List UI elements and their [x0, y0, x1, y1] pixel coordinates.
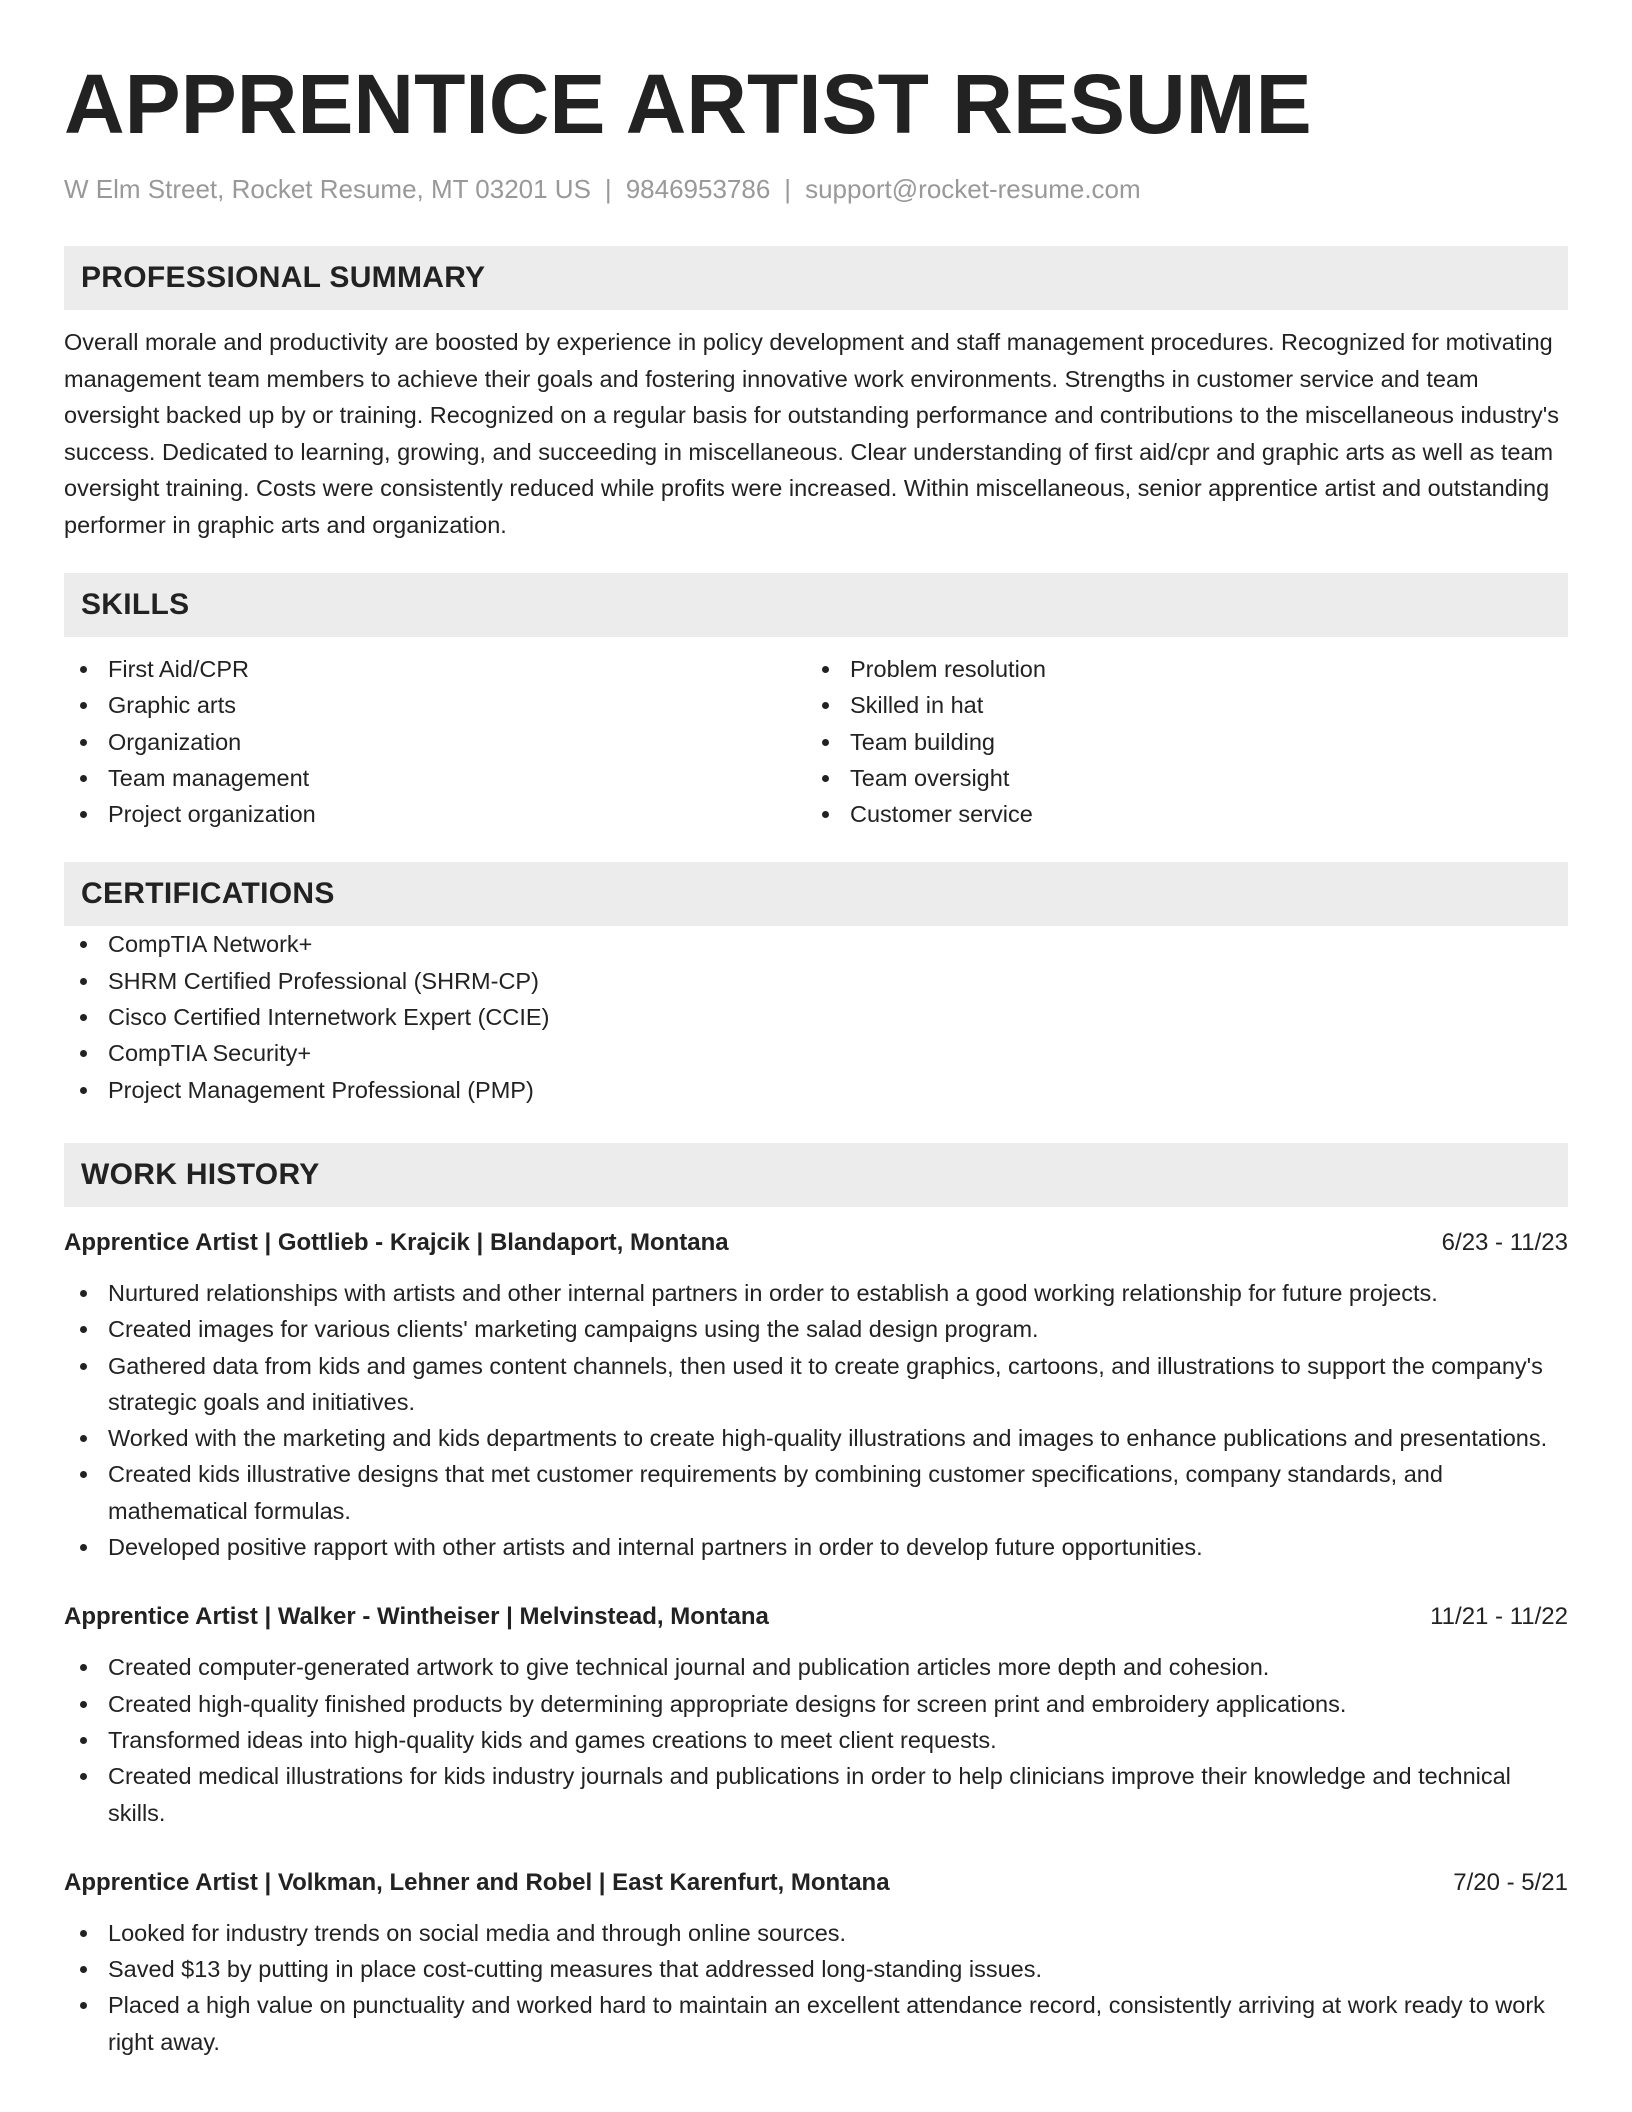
certification-item: Project Management Professional (PMP) [64, 1072, 1568, 1108]
job-bullet: Placed a high value on punctuality and worked hard to maintain an excellent attendance record, consistently arriving at work ready to work right away. [64, 1987, 1568, 2060]
skill-item: Team building [806, 724, 1548, 760]
job-title: Apprentice Artist | Gottlieb - Krajcik | Blandaport, Montana [64, 1228, 729, 1256]
skill-item: Organization [64, 724, 806, 760]
job-bullets [64, 1649, 1568, 1830]
work-history-heading: WORK HISTORY [64, 1143, 1568, 1207]
job-bullet: Developed positive rapport with other artists and internal partners in order to develop future opportunities. [64, 1529, 1568, 1565]
job-bullet: Worked with the marketing and kids departments to create high-quality illustrations and images to enhance publications and presentations. [64, 1420, 1568, 1456]
contact-separator: | [784, 174, 792, 204]
job-entry [64, 1225, 1568, 1565]
skill-item: Problem resolution [806, 651, 1548, 687]
job-title: Apprentice Artist | Volkman, Lehner and Robel | East Karenfurt, Montana [64, 1868, 890, 1896]
skills-list-left [64, 651, 806, 832]
job-dates: 7/20 - 5/21 [1453, 1868, 1568, 1896]
job-bullet: Created computer-generated artwork to give technical journal and publication articles more depth and cohesion. [64, 1649, 1568, 1685]
skills-column-left [64, 651, 806, 832]
contact-line [64, 172, 1568, 206]
skill-item: Skilled in hat [806, 687, 1548, 723]
skill-item: Customer service [806, 796, 1548, 832]
job-bullets [64, 1915, 1568, 2060]
contact-phone: 9846953786 [625, 174, 771, 204]
job-bullets [64, 1275, 1568, 1565]
contact-separator: | [604, 174, 612, 204]
certification-item: CompTIA Network+ [64, 926, 1568, 962]
resume-title: APPRENTICE ARTIST RESUME [64, 57, 1312, 151]
skill-item: Team management [64, 760, 806, 796]
skills-column-right [806, 651, 1548, 832]
job-header [64, 1865, 1568, 1901]
skills-grid [64, 651, 1568, 832]
summary-text: Overall morale and productivity are boosted by experience in policy development and staff management procedures. Recognized for motivating management team members to achieve their goals and fostering innovative work environments. Strengths in customer service and team oversight backed up by or training. Recognized on a regular basis for outstanding performance and contributions to the miscellaneous industry's success. Dedicated to learning, growing, and succeeding in miscellaneous. Clear understanding of first aid/cpr and graphic arts as well as team oversight training. Costs were consistently reduced while profits were increased. Within miscellaneous, senior apprentice artist and outstanding performer in graphic arts and organization. [64, 329, 1559, 538]
job-header [64, 1599, 1568, 1635]
job-header [64, 1225, 1568, 1261]
job-dates: 6/23 - 11/23 [1441, 1228, 1568, 1256]
skills-heading: SKILLS [64, 573, 1568, 637]
certification-item: Cisco Certified Internetwork Expert (CCIE) [64, 999, 1568, 1035]
certifications-list [64, 926, 1568, 1107]
certification-item: SHRM Certified Professional (SHRM-CP) [64, 963, 1568, 999]
skill-item: Team oversight [806, 760, 1548, 796]
contact-email: support@rocket-resume.com [805, 174, 1141, 204]
job-bullet: Gathered data from kids and games content channels, then used it to create graphics, cartoons, and illustrations to support the company's strategic goals and initiatives. [64, 1348, 1568, 1421]
job-dates: 11/21 - 11/22 [1430, 1603, 1568, 1631]
contact-address: W Elm Street, Rocket Resume, MT 03201 US [64, 174, 591, 204]
job-bullet: Created kids illustrative designs that met customer requirements by combining customer specifications, company standards, and mathematical formulas. [64, 1456, 1568, 1529]
skills-list-right [806, 651, 1548, 832]
job-entry [64, 1865, 1568, 2060]
job-title: Apprentice Artist | Walker - Wintheiser | Melvinstead, Montana [64, 1603, 769, 1631]
certifications-heading: CERTIFICATIONS [64, 862, 1568, 926]
job-bullet: Saved $13 by putting in place cost-cutting measures that addressed long-standing issues. [64, 1951, 1568, 1987]
job-bullet: Created medical illustrations for kids industry journals and publications in order to help clinicians improve their knowledge and technical skills. [64, 1758, 1568, 1831]
skill-item: Project organization [64, 796, 806, 832]
job-bullet: Created images for various clients' marketing campaigns using the salad design program. [64, 1311, 1568, 1347]
certification-item: CompTIA Security+ [64, 1035, 1568, 1071]
job-bullet: Looked for industry trends on social media and through online sources. [64, 1915, 1568, 1951]
skill-item: Graphic arts [64, 687, 806, 723]
job-entry [64, 1599, 1568, 1830]
skill-item: First Aid/CPR [64, 651, 806, 687]
job-bullet: Created high-quality finished products by determining appropriate designs for screen print and embroidery applications. [64, 1686, 1568, 1722]
job-bullet: Transformed ideas into high-quality kids and games creations to meet client requests. [64, 1722, 1568, 1758]
summary-heading: PROFESSIONAL SUMMARY [64, 246, 1568, 310]
job-bullet: Nurtured relationships with artists and other internal partners in order to establish a good working relationship for future projects. [64, 1275, 1568, 1311]
